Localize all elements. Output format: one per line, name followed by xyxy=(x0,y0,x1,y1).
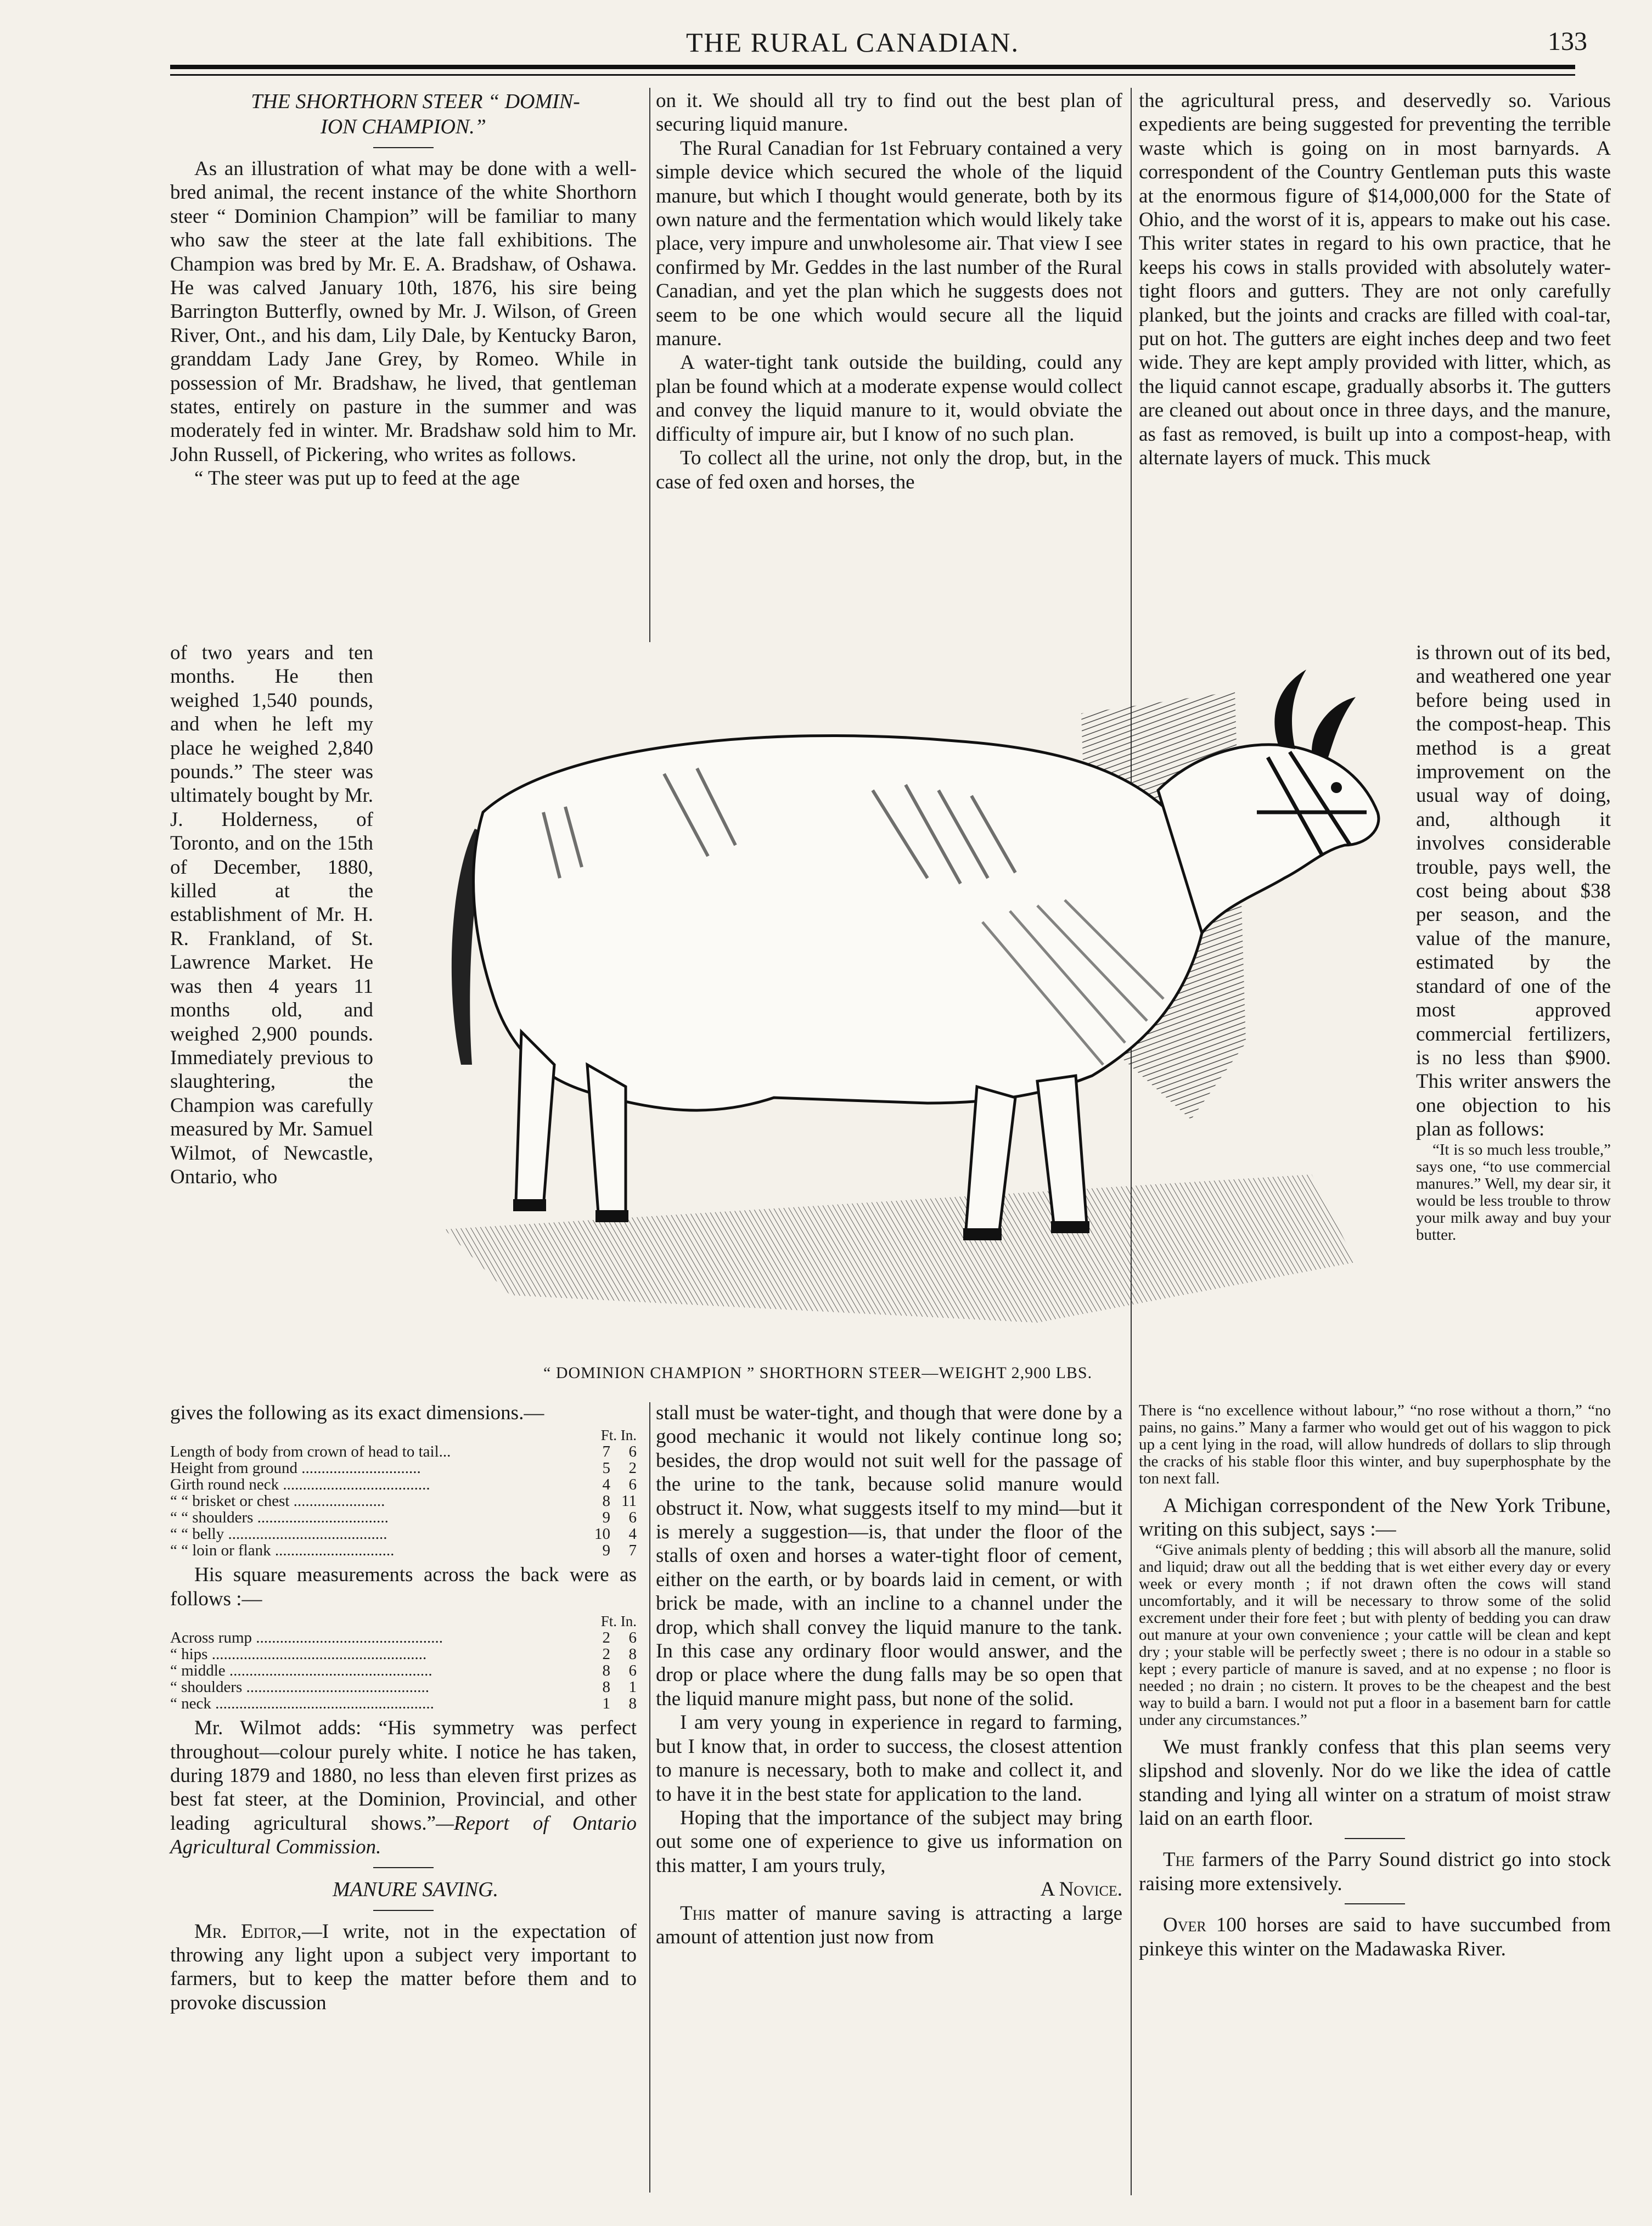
paragraph: Mr. Wilmot adds: “His symmetry was perfect throughout—colour purely white. I notice he has taken, during 1879 and 1880, no less than eleven first prizes as best fat steer, at the Dominion, Provincial, and other leading agricultural shows.”—Report of Ontario Agricultural Commission. xyxy=(170,1717,637,1859)
column-3-bottom xyxy=(1139,1402,1611,1961)
section-rule xyxy=(373,1867,434,1868)
paragraph: I am very young in experience in regard to farming, but I know that, in order to success, the closest attention to manure is necessary, both to make and collect it, and to have it in the best state for application to the land. xyxy=(656,1711,1122,1806)
running-head: THE RURAL CANADIAN. xyxy=(686,27,1019,58)
header-rule-thick xyxy=(170,65,1575,69)
table-row: “ “ shoulders ................................. 9 6 xyxy=(170,1509,637,1526)
table-row: Length of body from crown of head to tail... 7 6 xyxy=(170,1443,637,1460)
hoof xyxy=(963,1228,1002,1240)
column-divider-1b xyxy=(649,1402,650,2193)
paragraph: Hoping that the importance of the subject may bring out some one of experience to give us information on this matter, I am yours truly, xyxy=(656,1806,1122,1877)
hoof xyxy=(595,1210,628,1222)
eye xyxy=(1331,782,1342,793)
paragraph: on it. We should all try to find out the best plan of securing liquid manure. xyxy=(656,89,1122,136)
column-divider-1 xyxy=(649,88,650,642)
paragraph: gives the following as its exact dimensions.— xyxy=(170,1402,544,1424)
source-citation: —Report of Ontario Agricultural Commission. xyxy=(170,1812,637,1859)
table-row: “ neck ....................................................... 1 8 xyxy=(170,1695,637,1712)
table-row: “ “ brisket or chest ....................... 8 11 xyxy=(170,1493,637,1510)
paragraph: A Michigan correspondent of the New York Tribune, writing on this subject, says :— xyxy=(1139,1494,1611,1541)
hind-leg-2 xyxy=(587,1065,626,1213)
column-divider-2b xyxy=(1131,1405,1132,2195)
quote-block xyxy=(1139,1542,1611,1729)
steer-illustration xyxy=(379,648,1411,1345)
paragraph: To collect all the urine, not only the drop, but, in the case of fed oxen and horses, the xyxy=(656,447,1122,493)
title-rule xyxy=(373,1910,434,1911)
illustration-caption: “ DOMINION CHAMPION ” SHORTHORN STEER—WEIGHT 2,900 LBS. xyxy=(543,1364,1093,1382)
paragraph: Mr. Editor,—I write, not in the expectation of throwing any light upon a subject very important to farmers, but to keep the matter before them and to provoke discussion xyxy=(170,1920,637,2014)
signature: A Novice. xyxy=(1040,1878,1122,1901)
square-measurements-table xyxy=(170,1613,637,1712)
table-row: “ shoulders .............................................. 8 1 xyxy=(170,1679,637,1696)
hoof xyxy=(1051,1221,1089,1233)
paragraph: “ The steer was put up to feed at the age xyxy=(194,467,520,490)
column-1-top xyxy=(170,89,637,491)
paragraph: As an illustration of what may be done with a well-bred animal, the recent instance of the white Shorthorn steer “ Dominion Champion” will be familiar to many who saw the steer at the late fall exhibitions. The Champion was bred by Mr. E. A. Bradshaw, of Oshawa. He was calved January 10th, 1876, his sire being Barrington Butterfly, owned by Mr. J. Wilson, of Green River, Ont., and his dam, Lily Dale, by Kentucky Baron, granddam Lady Jane Grey, by Romeo. While in possession of Mr. Bradshaw, he lived, that gentleman states, entirely on pasture in the summer and was moderately fed in winter. Mr. Bradshaw sold him to Mr. John Russell, of Pickering, who writes as follows. xyxy=(170,158,637,466)
quote: “It is so much less trouble,” says one, “to use commercial manures.” Well, my dear sir, it would be less trouble to throw your milk away and buy your butter. xyxy=(1416,1140,1611,1244)
horn-right xyxy=(1312,697,1356,757)
dimensions-table xyxy=(170,1427,637,1559)
quote: There is “no excellence without labour,” “no rose without a thorn,” “no pains, no gains.” Many a farmer who would get out of his waggon to pick up a cent lying in the road, will allow hundreds of dollars to slip through the cracks of his stable floor this winter, and buy superphosphate by the ton next fall. xyxy=(1139,1402,1611,1487)
quote-block xyxy=(1139,1402,1611,1487)
quote-block xyxy=(1416,1142,1611,1244)
paragraph: Over 100 horses are said to have succumbed from pinkeye this winter on the Madawaska River. xyxy=(1139,1914,1611,1960)
horn-left xyxy=(1274,670,1306,749)
column-3-top xyxy=(1139,89,1611,470)
table-row: “ hips ...................................................... 2 8 xyxy=(170,1646,637,1663)
paragraph: of two years and ten months. He then weighed 1,540 pounds, and when he left my place he weighed 2,840 pounds.” The steer was ultimately bought by Mr. J. Holderness, of Toronto, and on the 15th of December, 1880, killed at the establishment of Mr. H. R. Frankland, of St. Lawrence Market. He was then 4 years 11 months old, and weighed 2,900 pounds. Immediately previous to slaughtering, the Champion was carefully measured by Mr. Samuel Wilmot, of Newcastle, Ontario, who xyxy=(170,642,373,1188)
table-row: Height from ground .............................. 5 2 xyxy=(170,1460,637,1477)
paragraph: The Rural Canadian for 1st February contained a very simple device which secured the whole of the liquid manure, but which I thought would generate, both by its own nature and the fermentation which would likely take place, very impure and unwholesome air. That view I see confirmed by Mr. Geddes in the last number of the Rural Canadian, and yet the plan which he suggests does not seem to be one which would secure all the liquid manure. xyxy=(656,137,1122,351)
table-row: “ middle ................................................... 8 6 xyxy=(170,1662,637,1679)
article-title-shorthorn: THE SHORTHORN STEER “ DOMIN- ION CHAMPION.” xyxy=(251,90,580,138)
paragraph: His square measurements across the back were as follows :— xyxy=(170,1564,637,1610)
paragraph: A water-tight tank outside the building, could any plan be found which at a moderate expense would collect and convey the liquid manure to it, would obviate the difficulty of impure air, but I know of no such plan. xyxy=(656,351,1122,446)
paragraph: is thrown out of its bed, and weathered one year before being used in the compost-heap. This method is a great improvement on the usual way of doing, and, although it involves considerable trouble, pays well, the cost being about $38 per season, and the value of the manure, estimated by the standard of one of the most approved commercial fertilizers, is no less than $900. This writer answers the one objection to his plan as follows: xyxy=(1416,642,1611,1141)
table-row: Across rump ............................................... 2 6 xyxy=(170,1629,637,1646)
title-rule xyxy=(373,147,434,148)
page-number: 133 xyxy=(1548,27,1587,56)
quote: “Give animals plenty of bedding ; this will absorb all the manure, solid and liquid; draw out all the bedding that is wet either every day or every week or every month ; if not drawn often the cows will stand uncomfortably, and it will be necessary to throw some of the solid excrement under their fore feet ; but with plenty of bedding you can draw out manure at your own convenience ; your cattle will be clean and kept dry ; your stable will be perfectly sweet ; there is no odour in a stable so kept ; every particle of manure is saved, and at no expense ; no floor is needed ; no drain ; no cistern. It proves to be the cheapest and the best way to build a barn. I would not put a floor in a basement barn for cattle under any circumstances.” xyxy=(1139,1541,1611,1729)
paragraph: This matter of manure saving is attracting a large amount of attention just now from xyxy=(656,1902,1123,1948)
header-rule-thin xyxy=(170,74,1575,76)
table-header: Ft. In. xyxy=(600,1613,637,1630)
column-1-bottom xyxy=(170,1401,637,2015)
paragraph: We must frankly confess that this plan seems very slipshod and slovenly. Nor do we like the idea of cattle standing and lying all winter on a stratum of moist straw laid on an earth floor. xyxy=(1139,1735,1611,1830)
article-title-manure-saving: MANURE SAVING. xyxy=(332,1878,499,1901)
column-1-narrow xyxy=(170,641,373,1189)
table-row: “ “ belly ........................................ 10 4 xyxy=(170,1526,637,1543)
table-row: Girth round neck ..................................... 4 6 xyxy=(170,1476,637,1493)
column-3-narrow xyxy=(1416,641,1611,1244)
paragraph: the agricultural press, and deservedly so. Various expedients are being suggested for preventing the terrible waste which is going on in most barnyards. A correspondent of the Country Gentleman puts this waste at the enormous figure of $14,000,000 for the State of Ohio, and the worst of it is, appears to make out his case. This writer states in regard to his own practice, that he keeps his cows in stalls provided with absolutely water-tight floors and gutters. They are not only carefully planked, but the joints and cracks are filled with coal-tar, put on hot. The gutters are eight inches deep and two feet wide. They are kept amply provided with litter, which, as the liquid cannot escape, gradually absorbs it. The gutters are cleaned out about once in three days, and the manure, as fast as removed, is built up into a compost-heap, with alternate layers of muck. This muck xyxy=(1139,89,1611,470)
table-row: “ “ loin or flank .............................. 9 7 xyxy=(170,1542,637,1559)
hoof xyxy=(513,1199,546,1211)
ground-shadow xyxy=(445,1174,1356,1323)
paragraph: The farmers of the Parry Sound district go into stock raising more extensively. xyxy=(1139,1848,1611,1895)
hind-leg-1 xyxy=(516,1032,554,1207)
paragraph: stall must be water-tight, and though that were done by a good mechanic it would not likely continue long so; besides, the drop would not suit well for the passage of the urine to the tank, because solid manure would obstruct it. Now, what suggests itself to my mind—but it is merely a suggestion—is, that under the floor of the stalls of oxen and horses a water-tight floor of cement, either on the earth, or by boards laid in cement, or with brick be made, with an incline to a channel under the drop, which shall convey the liquid manure to the tank. In this case any ordinary floor would answer, and the drop or place where the dung falls may be so open that the liquid manure might pass, but none of the solid. xyxy=(656,1402,1122,1710)
section-rule xyxy=(1345,1903,1405,1904)
column-2-bottom xyxy=(656,1401,1122,1949)
section-rule xyxy=(1345,1838,1405,1839)
column-2-top xyxy=(656,89,1122,494)
table-header: Ft. In. xyxy=(600,1427,637,1444)
